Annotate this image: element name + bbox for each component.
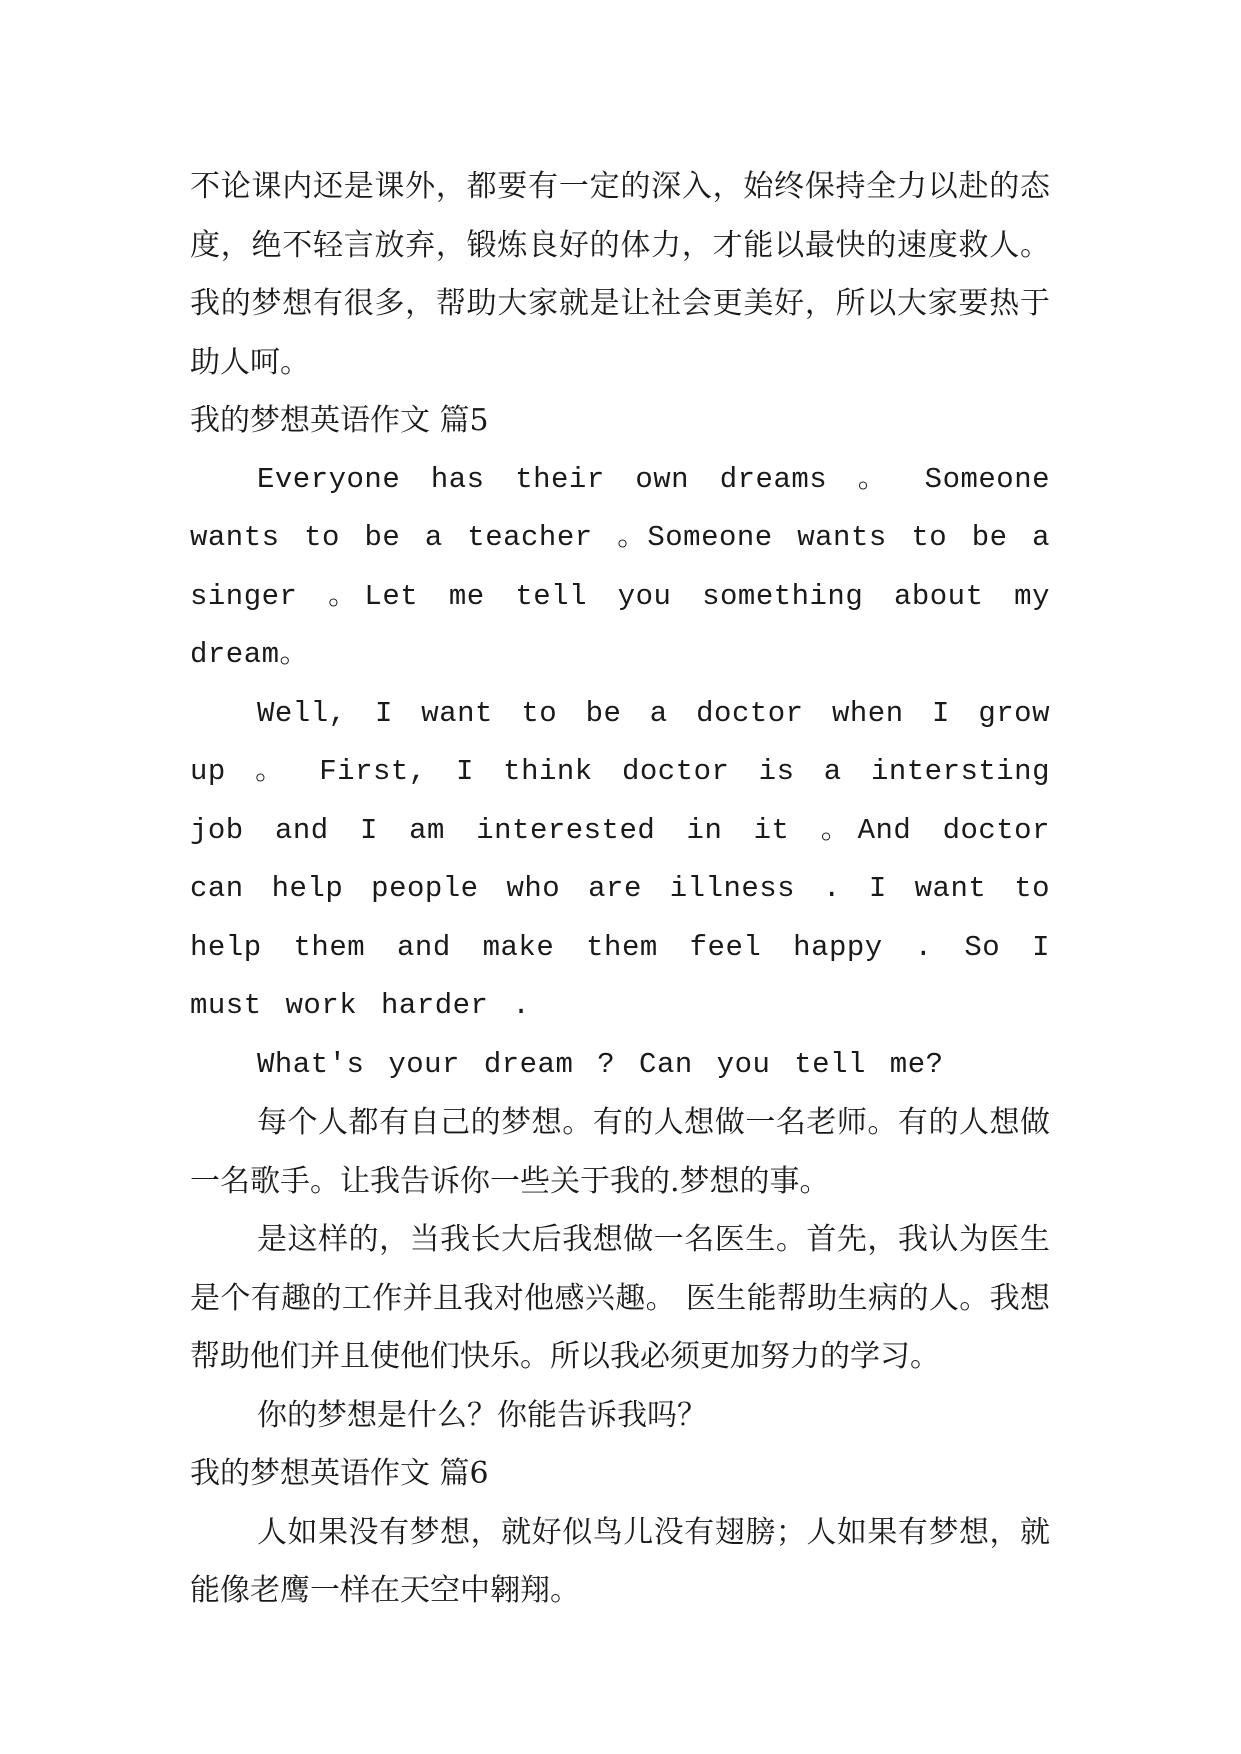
- chinese-paragraph-3: 你的梦想是什么？你能告诉我吗？: [257, 1397, 707, 1433]
- chinese-paragraph-1: 每个人都有自己的梦想。有的人想做一名老师。有的人想做一名歌手。让我告诉你一些关于我的.梦想的事。: [190, 1105, 1050, 1199]
- english-paragraph-3: What's your dream ? Can you tell me?: [257, 1047, 944, 1081]
- chinese-paragraph-2: 是这样的，当我长大后我想做一名医生。首先，我认为医生是个有趣的工作并且我对他感兴趣。 医生能帮助生病的人。我想帮助他们并且使他们快乐。所以我必须更加努力的学习。: [190, 1222, 1050, 1374]
- english-paragraph-1: Everyone has their own dreams 。 Someone wants to be a teacher 。Someone wants to be a singer 。Let me tell you something about my dream。: [190, 462, 1050, 671]
- document-body: [190, 158, 1050, 1621]
- english-paragraph-2: Well, I want to be a doctor when I grow up 。 First, I think doctor is a intersting job and I am interested in it 。And doctor can help people who are illness . I want to help them and make them feel happy . So I must work harder .: [190, 696, 1050, 1022]
- section-heading-6: 我的梦想英语作文 篇6: [190, 1456, 489, 1491]
- section-heading-5: 我的梦想英语作文 篇5: [190, 403, 489, 438]
- paragraph-intro: 不论课内还是课外，都要有一定的深入，始终保持全力以赴的态度，绝不轻言放弃，锻炼良好的体力，才能以最快的速度救人。我的梦想有很多，帮助大家就是让社会更美好，所以大家要热于助人呵。: [190, 169, 1050, 380]
- paragraph-section-6: 人如果没有梦想，就好似鸟儿没有翅膀；人如果有梦想，就能像老鹰一样在天空中翱翔。: [190, 1514, 1050, 1608]
